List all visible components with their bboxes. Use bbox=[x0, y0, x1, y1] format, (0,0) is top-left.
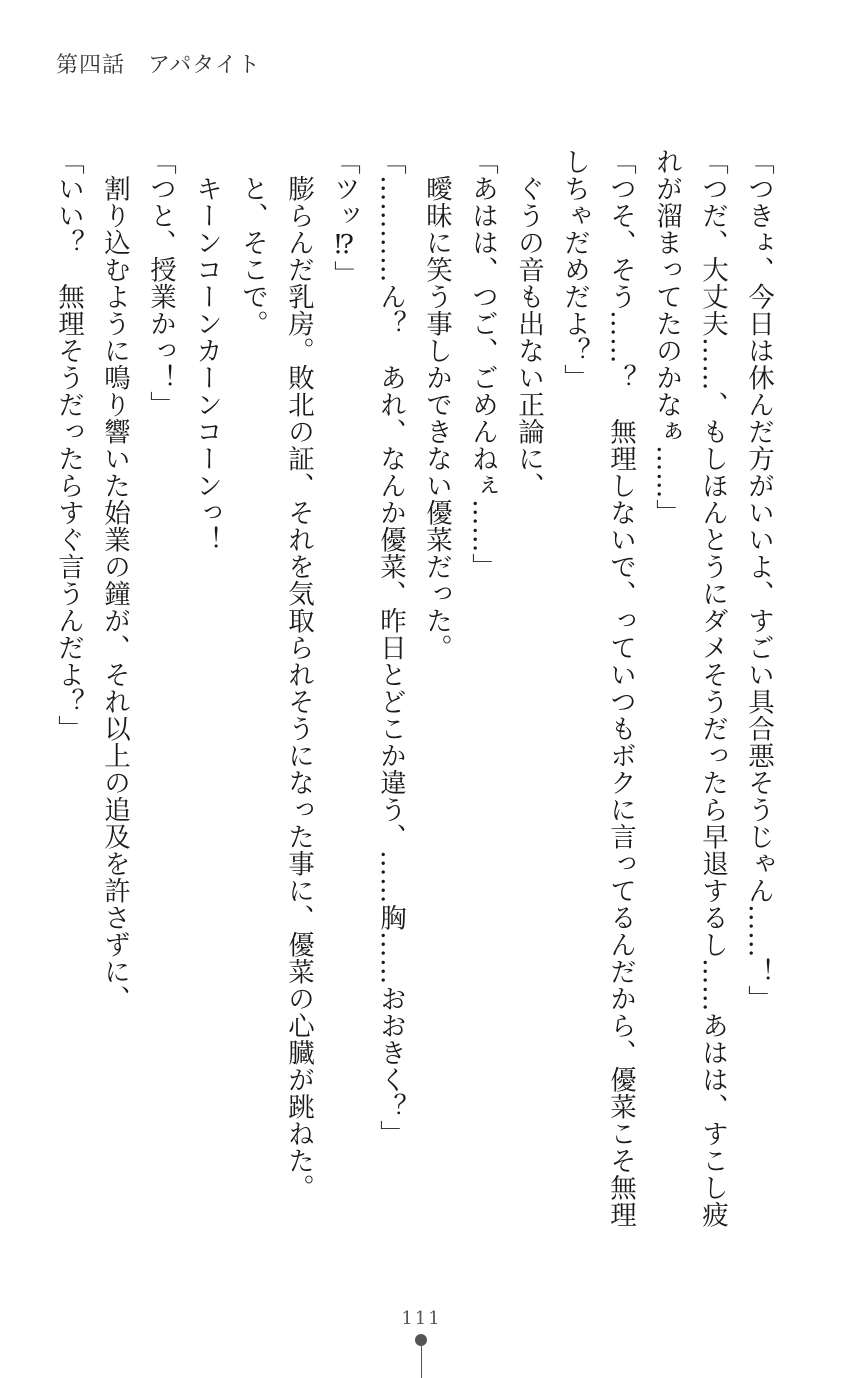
text-line: 「あはは、つご、ごめんねぇ……」 bbox=[467, 148, 498, 580]
page-number: 111 bbox=[401, 1308, 442, 1329]
page-footer bbox=[0, 1308, 843, 1329]
chapter-title: 第四話 アパタイト bbox=[56, 53, 261, 78]
ornament-stem bbox=[421, 1346, 422, 1378]
text-line: 膨らんだ乳房。敗北の証、それを気取られそうになった事に、優菜の心臓が跳ねた。 bbox=[283, 174, 314, 1201]
text-line: キーンコーンカーンコーンっ！ bbox=[191, 174, 222, 553]
text-line: 曖昧に笑う事しかできない優菜だった。 bbox=[421, 174, 452, 661]
text-line: 「つそ、そう……？ 無理しないで、っていつもボクに言ってるんだから、優菜こそ無理 bbox=[605, 148, 636, 1228]
text-line: れが溜まってたのかなぁ……」 bbox=[651, 148, 682, 526]
text-line: 「ツッ⁉」 bbox=[329, 148, 360, 288]
vertical-text-body bbox=[45, 148, 781, 1268]
page-ornament-icon bbox=[415, 1334, 427, 1378]
text-line: 「つと、授業かっ！」 bbox=[145, 148, 176, 418]
text-line: 「いい？ 無理そうだったらすぐ言うんだよ？」 bbox=[53, 148, 84, 742]
ornament-dot bbox=[415, 1334, 427, 1346]
text-line: と、そこで。 bbox=[237, 174, 268, 337]
text-line: しちゃだめだよ？」 bbox=[559, 148, 590, 391]
text-line: 「…………ん？ あれ、なんか優菜、昨日とどこか違う、……胸……おおきく？」 bbox=[375, 148, 406, 1147]
text-line: 「つだ、大丈夫……、もしほんとうにダメそうだったら早退するし……あはは、すこし疲 bbox=[697, 148, 728, 1228]
text-line: 割り込むように鳴り響いた始業の鐘が、それ以上の追及を許さずに、 bbox=[99, 174, 130, 1012]
text-line: ぐうの音も出ない正論に、 bbox=[513, 174, 544, 499]
text-line: 「つきょ、今日は休んだ方がいいよ、すごい具合悪そうじゃん……！」 bbox=[743, 148, 774, 1012]
